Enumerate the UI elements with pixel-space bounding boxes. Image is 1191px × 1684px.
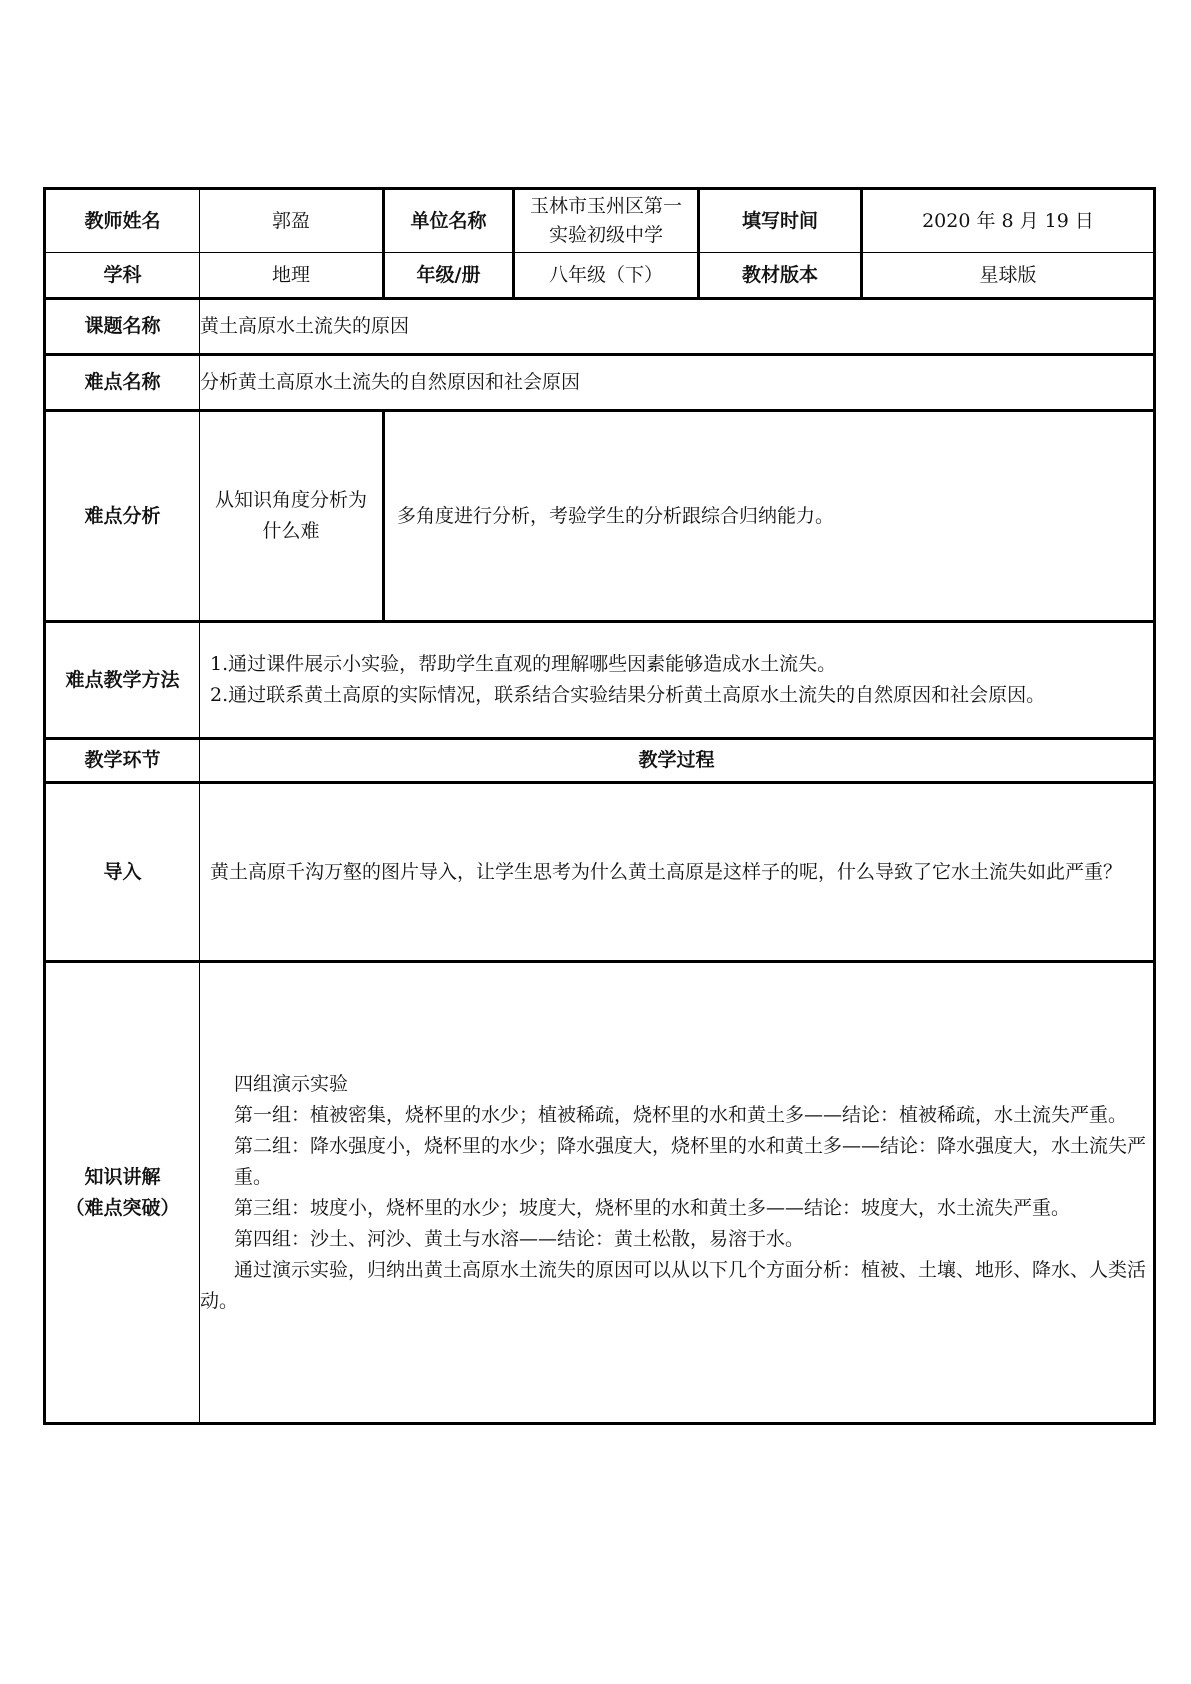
knowledge-label-line1: 知识讲解	[84, 1165, 161, 1188]
process-label: 教学过程	[200, 739, 1155, 783]
analysis-label: 难点分析	[45, 411, 200, 622]
analysis-sub-label: 从知识角度分析为什么难	[200, 411, 384, 622]
grade-value: 八年级（下）	[514, 253, 699, 299]
edition-value: 星球版	[862, 253, 1155, 299]
difficulty-value: 分析黄土高原水土流失的自然原因和社会原因	[200, 355, 1155, 411]
lesson-plan-table	[43, 187, 1156, 1425]
unit-name-label: 单位名称	[384, 189, 514, 253]
fill-date-label: 填写时间	[699, 189, 862, 253]
method-label: 难点教学方法	[45, 622, 200, 739]
knowledge-group-3: 第三组：坡度小，烧杯里的水少；坡度大，烧杯里的水和黄土多——结论：坡度大，水土流失严重。	[234, 1196, 1071, 1219]
analysis-value: 多角度进行分析，考验学生的分析跟综合归纳能力。	[384, 411, 1155, 622]
subject-value: 地理	[200, 253, 384, 299]
intro-value: 黄土高原千沟万壑的图片导入，让学生思考为什么黄土高原是这样子的呢，什么导致了它水土流失如此严重？	[200, 783, 1155, 962]
grade-label: 年级/册	[384, 253, 514, 299]
method-content	[200, 622, 1155, 739]
topic-label: 课题名称	[45, 299, 200, 355]
fill-date-value: 2020 年 8 月 19 日	[862, 189, 1155, 253]
topic-value: 黄土高原水土流失的原因	[200, 299, 1155, 355]
intro-label: 导入	[45, 783, 200, 962]
edition-label: 教材版本	[699, 253, 862, 299]
knowledge-group-1: 第一组：植被密集，烧杯里的水少；植被稀疏，烧杯里的水和黄土多——结论：植被稀疏，水土流失严重。	[234, 1103, 1128, 1126]
knowledge-summary: 通过演示实验，归纳出黄土高原水土流失的原因可以从以下几个方面分析：植被、土壤、地形、降水、人类活动。	[200, 1258, 1147, 1312]
knowledge-content	[200, 962, 1155, 1424]
knowledge-label-line2: （难点突破）	[65, 1196, 180, 1219]
knowledge-group-2: 第二组：降水强度小，烧杯里的水少；降水强度大，烧杯里的水和黄土多——结论：降水强度大，水土流失严重。	[234, 1134, 1147, 1188]
knowledge-heading: 四组演示实验	[234, 1072, 349, 1095]
teacher-name-value: 郭盈	[200, 189, 384, 253]
method-item-2: 2.通过联系黄土高原的实际情况，联系结合实验结果分析黄土高原水土流失的自然原因和社会原因。	[210, 684, 1046, 706]
difficulty-label: 难点名称	[45, 355, 200, 411]
knowledge-group-4: 第四组：沙土、河沙、黄土与水溶——结论：黄土松散，易溶于水。	[234, 1227, 805, 1250]
knowledge-label	[45, 962, 200, 1424]
process-stage-label: 教学环节	[45, 739, 200, 783]
method-item-1: 1.通过课件展示小实验，帮助学生直观的理解哪些因素能够造成水土流失。	[210, 653, 837, 675]
teacher-name-label: 教师姓名	[45, 189, 200, 253]
subject-label: 学科	[45, 253, 200, 299]
unit-name-value: 玉林市玉州区第一实验初级中学	[514, 189, 699, 253]
